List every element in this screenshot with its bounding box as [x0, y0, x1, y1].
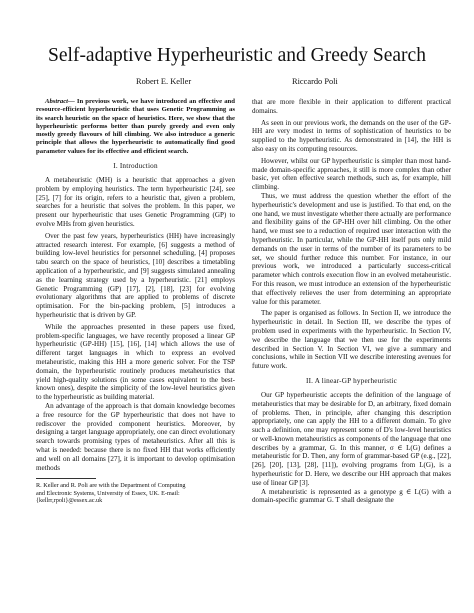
author-name: Riccardo Poli: [292, 77, 338, 86]
body-paragraph: A metaheuristic is represented as a genotype g ∈ L(G) with a domain-specific grammar G. T shall designate the: [252, 487, 451, 505]
body-paragraph: As seen in our previous work, the demands on the user of the GP-HH are very modest in terms of sophistication of heuristics to be supplied to the hyperheuristic. As demonstrated in [14], the HH is also easy on its computing resources.: [252, 118, 451, 153]
author-footnote: [36, 482, 235, 504]
abstract-text: — In previous work, we have introduced an effective and resource-efficient hyperheuristic that uses Genetic Programming as its search heuristic on the space of heuristics. Here, we show that the hyperheuristic performs better than purely greedy and even only mostly greedy flavours of hill climbing. We also introduce a generic principle that allows the hyperheuristic to automatically find good parameter values for its effective and efficient search.: [36, 98, 235, 155]
author-name: Robert E. Keller: [136, 77, 192, 86]
footnote-line: and Electronic Systems, University of Essex, UK. E-mail:: [36, 489, 180, 497]
paper-title: Self-adaptive Hyperheuristic and Greedy Search: [48, 45, 426, 66]
section-heading: II. A linear-GP hyperheuristic: [305, 376, 398, 385]
footnote-line: R. Keller and R. Poli are with the Department of Computing: [36, 482, 186, 490]
footnote-line: {kellrr,rpoli}@essex.ac.uk: [36, 497, 103, 505]
body-paragraph: A metaheuristic (MH) is a heuristic that approaches a given problem by employing heuristics. The term hyperheuristic [24], see [25], [7] for its origin, refers to a heuristic that, given a problem, searches for a heuristic that solves the problem. In this paper, we present our hyperheuristic that uses Genetic Programming (GP) to evolve MHs from given heuristics.: [36, 176, 235, 229]
body-paragraph: While the approaches presented in these papers use fixed, problem-specific languages, we have recently proposed a linear GP hyperheuristic (GP-HH) [15], [16], [14] which allows the use of different target languages in which to express an evolved metaheuristic, making this HH a more generic solver. For the TSP domain, the hyperheuristic routinely produces metaheuristics that yield high-quality solutions (in some cases equivalent to the best-known ones), despite the simplicity of the low-level heuristics given to the hyperheuristic as building material.: [36, 322, 235, 402]
body-paragraph: The paper is organised as follows. In Section II, we introduce the hyperheuristic in detail. In Section III, we describe the types of problem used in experiments with the hyperheuristic. In Section IV, we describe the language that we then use for the experiments described in Section V. In Section VI, we give a summary and conclusions, while in Section VII we describe interesting avenues for future work.: [252, 309, 451, 371]
section-heading: I. Introduction: [113, 162, 158, 171]
left-column: [36, 98, 235, 505]
abstract-label: Abstract: [45, 98, 69, 105]
body-paragraph: that are more flexible in their application to different practical domains.: [252, 98, 451, 115]
abstract: [36, 98, 235, 156]
author-line: [0, 76, 474, 90]
right-column: [252, 98, 451, 505]
body-paragraph: Our GP hyperheuristic accepts the definition of the language of metaheuristics that may be desirable for D, an arbitrary, fixed domain of problems. Then, in principle, after changing this description appropriately, one can apply the HH to a different domain. To give such a definition, one may represent some of D's low-level heuristics or well-known metaheuristics as components of the language that one describes by a grammar, G. In this manner, σ ∈ L(G) defines a metaheuristic for D. Then, any form of grammar-based GP (e.g., [22], [26], [20], [13], [28], [11]), evolving programs from L(G), is a hyperheuristic for D. Here, we describe our HH approach that makes use of linear GP [3].: [252, 390, 451, 487]
body-paragraph: An advantage of the approach is that domain knowledge becomes a free resource for the GP hyperheuristic that does not have to rediscover the provided component heuristics. Moreover, by designing a target language appropriately, one can direct evolutionary search towards promising types of metaheuristics. After all this is what is needed: because there is no fixed HH that works efficiently and well on all domains [27], it is important to develop optimisation methods: [36, 402, 235, 472]
footnote-divider: [36, 478, 96, 479]
body-paragraph: However, whilst our GP hyperheuristic is simpler than most hand-made domain-specific approaches, it still is more complex than other basic, yet often effective search methods, such as, for example, hill climbing.: [252, 156, 451, 192]
body-paragraph: Thus, we must address the question whether the effort of the hyperheuristic's development and use is justified. To that end, on the one hand, we must investigate whether there actually are performance and flexibility gains of the GP-HH over hill climbing. On the other hand, we must see to a reduction of required user interaction with the hyperheuristic. In particular, while the GP-HH itself puts only mild demands on the user in terms of the number of its parameters to be set, we should further reduce this number. For instance, in our previous work, we introduced a particularly success-critical parameter which controls execution flow in an evolved metaheuristic. For this reason, we must introduce an extension of the hyperheuristic that effectively relieves the user from determining an appropriate value for this parameter.: [252, 191, 451, 306]
body-paragraph: Over the past few years, hyperheuristics (HH) have increasingly attracted research interest. For example, [6] suggests a method of building low-level heuristics for personnel scheduling, [4] proposes tabu search on the space of heuristics, [10] describes a timetabling application of a hyperheuristic, and [9] suggests simulated annealing as the learning strategy used by a hyperheuristic. [21] employs Genetic Programming (GP) [17], [2], [18], [23] for evolving evolutionary algorithms that are applied to problems of discrete optimisation. For the bin-packing problem, [5] introduces a hyperheuristic that is driven by GP.: [36, 231, 235, 320]
